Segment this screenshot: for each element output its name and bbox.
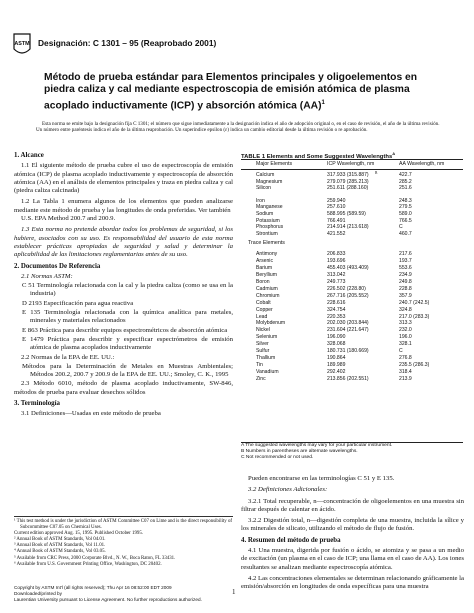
- table-cell-element: Sodium: [256, 211, 274, 217]
- table-cell-aa: C: [399, 348, 403, 354]
- footnote: ⁴ Annual Book of ASTM Standards, Vol 03.05.: [14, 549, 106, 555]
- table-cell-element: Lead: [256, 313, 268, 320]
- title-text: Método de prueba estándar para Elementos principales y oligoelementos en piedra caliza y cal mediante espectroscopia de emisión atómica de plasma acoplado inductivamente (ICP) y absorción atómica (AA): [44, 72, 418, 112]
- page-number: 1: [232, 588, 236, 596]
- para-3-2-2: 3.2.2 Digestión total, n—digestión completa de una muestra, incluida la sílice y los minerales de silicato, utilizando el método de flujo de fusión.: [241, 517, 464, 533]
- table-cell-aa: 232.0: [399, 327, 412, 334]
- table-title-mark: A: [392, 151, 396, 156]
- table-cell-icp: 228.616: [327, 299, 346, 306]
- para-4-1: 4.1 Una muestra, digerida por fusión o ácido, se atomiza y se pasa a un medio de excitación (un plasma en el caso de ICP; una llama en el caso de AA). Los iones resultantes se analizan mediante espectroscopía atómica.: [241, 547, 464, 571]
- table-cell-element: Magnesium: [256, 178, 283, 185]
- table-title-text: TABLE 1 Elements and Some Suggested Wavelengths: [241, 153, 393, 160]
- table-cell-element: Molybdenum: [256, 320, 286, 327]
- table-cell-aa: 196.0: [399, 334, 412, 341]
- table-cell-element: Chromium: [256, 292, 280, 299]
- table-cell-element: Thallium: [256, 354, 276, 361]
- para-3-2-1: 3.2.1 Total recuperable, n—concentración de oligoelementos en una muestra sin filtrar después de calentar en ácido.: [241, 497, 464, 513]
- section-3-heading: 3. Terminología: [14, 400, 60, 408]
- table-cell-aa: 460.7: [399, 230, 412, 237]
- table-cell-icp: 193.696: [327, 258, 346, 265]
- table-cell-aa: 213.9: [399, 375, 412, 382]
- left-column: [14, 152, 233, 422]
- table-cell-aa: C: [399, 224, 403, 231]
- table-header-rule: [241, 169, 463, 170]
- table-cell-element: Cadmium: [256, 285, 278, 292]
- table-cell-aa: 248.3: [399, 197, 412, 204]
- ref-d2193: D 2193 Especificación para agua reactiva: [22, 299, 134, 307]
- footer-line: Copyright by ASTM Int'l (all rights reserved); Thu Apr 16 08:52:00 EDT 2009: [14, 585, 172, 590]
- table-cell-aa: 251.6: [399, 185, 412, 192]
- section-1-heading: 1. Alcance: [14, 152, 44, 159]
- table-cell-aa: 318.4: [399, 368, 412, 375]
- table-cell-element: Beryllium: [256, 272, 277, 279]
- table-cell-element: Strontium: [256, 230, 278, 237]
- para-2-3: 2.3 Método 6010, método de plasma acoplado inductivamente, SW-846, métodos de prueba para evaluar desechos sólidos: [14, 380, 233, 396]
- table-cell-aa: 589.0: [399, 211, 412, 217]
- table-cell-element: Calcium: [256, 172, 275, 178]
- para-2-2: 2.2 Normas de la EPA de EE. UU.:: [21, 353, 115, 361]
- table-cell-aa: 766.5: [399, 217, 412, 224]
- standard-note: Esta norma se emite bajo la designación fija C 1301; el número que sigue inmediatamente a la designación indica el año de adopción original o, en el caso de revisión, el año de la última revisión. Un número entre paréntesis indica el año de la última reaprobación. Un superíndice epsilon (ε) indica un cambio editorial desde la última revisión o re aprobación.: [36, 121, 440, 134]
- table-cell-icp: 421.552: [327, 230, 346, 237]
- table-cell-element: Selenium: [256, 334, 278, 341]
- table-cell-icp: 588.995 (589.59): [327, 211, 366, 217]
- table-cell-element: Boron: [256, 279, 270, 285]
- table-cell-icp: 317.933 (315.887): [327, 172, 369, 178]
- table-cell-icp: 292.402: [327, 368, 346, 375]
- table-cell-element: Iron: [256, 197, 265, 204]
- table-cell-element: Sulfur: [256, 348, 270, 354]
- trace-elements-heading: Trace Elements: [248, 240, 285, 247]
- section-2-heading: 2. Documentos De Referencia: [14, 262, 101, 270]
- title-footnote-mark: 1: [321, 99, 325, 106]
- table-cell-element: Silver: [256, 341, 269, 348]
- table-cell-icp: 220.353: [327, 313, 346, 320]
- ref-epa-methods: Métodos para la Determinación de Metales en Muestras Ambientales; Métodos 200.2, 200.7 y 200.9 de la EPA de EE. UU.; Smoley, C. K., 1995: [22, 362, 233, 379]
- table-note: C Not recommended or not used.: [241, 455, 314, 461]
- footnote: ² Annual Book of ASTM Standards, Vol 04.01.: [14, 537, 106, 543]
- table-cell-element: Nickel: [256, 327, 270, 334]
- right-column: [241, 475, 464, 595]
- table-cell-aa: 279.5: [399, 204, 412, 211]
- table-header-aa: AA Wavelength, nm: [399, 161, 445, 167]
- ref-e1479: E 1479 Práctica para describir y especificar espectrómetros de emisión atómica de plasma acoplados inductivamente: [22, 335, 233, 352]
- table-cell-element: Silicon: [256, 185, 272, 192]
- para-3-2: 3.2 Definiciones Adicionales:: [248, 486, 328, 494]
- footnote: ⁵ Available from CRC Press, 2000 Corporate Blvd., N. W., Boca Raton, FL 33431.: [14, 555, 176, 561]
- table-cell-element: Arsenic: [256, 258, 273, 265]
- table-cell-icp: 328.068: [327, 341, 346, 348]
- table-cell-icp: 324.754: [327, 306, 346, 313]
- document-title: [44, 72, 444, 113]
- table-cell-aa: 217.6: [399, 251, 412, 258]
- table-cell-icp: 455.403 (493.409): [327, 265, 369, 272]
- table-note: A The suggested wavelengths may vary for your particular instrument.: [241, 443, 393, 448]
- para-4-2: 4.2 Las concentraciones elementales se determinan relacionando gráficamente la emisión/absorción en longitudes de onda específicas para una muestra: [241, 574, 464, 591]
- table-cell-element: Phosphorus: [256, 224, 284, 231]
- footnote: Current edition approved Aug. 15, 1995. Published October 1995.: [14, 531, 144, 537]
- table-cell-element: Zinc: [256, 375, 266, 382]
- copyright-footer: [14, 585, 202, 603]
- footer-line: Laurentian University pursuant to License Agreement. No further reproductions authorized.: [14, 597, 202, 602]
- table-cell-icp: 189.989: [327, 361, 346, 368]
- footnote: ³ Annual Book of ASTM Standards, Vol 11.01.: [14, 543, 106, 549]
- table-cell-element: Vanadium: [256, 368, 279, 375]
- table-cell-aa: 240.7 (242.5): [399, 299, 430, 306]
- para-1-3: 1.3 Esta norma no pretende abordar todos los problemas de seguridad, si los hubiere, asociados con su uso. Es responsabilidad del usuario de esta norma establecer prácticas apropiadas de seguridad y salud y determinar la aplicabilidad de las limitaciones reglamentarias antes de su uso.: [14, 226, 233, 259]
- para-2-1: 2.1 Normas ASTM:: [21, 272, 73, 280]
- table-cell-icp: 196.090: [327, 334, 346, 341]
- ref-c51: C 51 Terminología relacionada con la cal y la piedra caliza (como se usa en la industria): [22, 282, 233, 298]
- table-cell-aa: 235.5 (286.3): [399, 361, 430, 368]
- para-1-2-ref: U.S. EPA Method 200.7 and 200.9.: [21, 215, 116, 223]
- table-cell-icp: 226.502 (228.80): [327, 285, 366, 292]
- table-cell-aa: 285.2: [399, 178, 412, 185]
- table-cell-aa: 313.3: [399, 320, 412, 327]
- table-cell-aa: 193.7: [399, 258, 412, 265]
- table-cell-element: Antimony: [256, 251, 278, 258]
- table-cell-aa: 328.1: [399, 341, 412, 348]
- table-cell-aa: 276.8: [399, 354, 412, 361]
- table-cell-icp: 313.042: [327, 272, 346, 279]
- ref-e863: E 863 Práctica para describir equipos espectrométricos de absorción atómica: [22, 326, 228, 334]
- table-header-element: Major Elements: [256, 161, 293, 167]
- table-cell-aa: 553.6: [399, 265, 412, 272]
- designation: Designación: C 1301 – 95 (Reaprobado 2001): [38, 38, 217, 48]
- para-terms: Pueden encontrarse en las terminologías C 51 y E 135.: [248, 475, 395, 482]
- section-4-heading: 4. Resumen del método de prueba: [241, 536, 341, 544]
- table-notes: [241, 443, 463, 462]
- table-header-icp: ICP Wavelength, nm: [327, 161, 375, 167]
- astm-logo: [12, 32, 32, 58]
- footnote: ⁶ Available from U.S. Government Printing Office, Washington, DC 20402.: [14, 561, 162, 567]
- table-cell-aa: 249.8: [399, 279, 412, 285]
- table-cell-mark: B: [375, 171, 378, 175]
- table-cell-element: Tin: [256, 361, 263, 368]
- table-cell-icp: 180.731 (180.669): [327, 348, 369, 354]
- footnotes: [14, 516, 233, 568]
- table-cell-icp: 259.940: [327, 197, 346, 204]
- table-cell-aa: 324.8: [399, 306, 412, 313]
- table-cell-icp: 251.611 (288.160): [327, 185, 369, 192]
- table-cell-icp: 249.773: [327, 279, 346, 285]
- table-cell-icp: 766.491: [327, 217, 346, 224]
- svg-text:ASTM: ASTM: [14, 41, 30, 47]
- table-cell-icp: 213.856 (202.551): [327, 375, 369, 382]
- para-3-1: 3.1 Definiciones—Usadas en este método de prueba: [21, 410, 161, 418]
- table-cell-aa: 422.7: [399, 172, 412, 178]
- table-cell-icp: 231.604 (221.647): [327, 327, 369, 334]
- table-cell-icp: 267.716 (205.552): [327, 292, 369, 299]
- table-frame: [241, 159, 463, 443]
- footer-line: Downloaded/printed by: [14, 591, 62, 596]
- table-cell-icp: 279.079 (285.213): [327, 178, 369, 185]
- table-cell-aa: 234.9: [399, 272, 412, 279]
- table-cell-icp: 206.833: [327, 251, 346, 258]
- table-cell-element: Potassium: [256, 217, 280, 224]
- table-cell-element: Cobalt: [256, 299, 271, 306]
- table-cell-icp: 214.914 (213.618): [327, 224, 369, 231]
- table-cell-element: Manganese: [256, 204, 283, 211]
- ref-e135: E 135 Terminología relacionada con la química analítica para metales, minerales y materiales relacionados: [22, 309, 233, 325]
- table-cell-icp: 190.864: [327, 354, 346, 361]
- table-cell-icp: 257.610: [327, 204, 346, 211]
- footnote: ¹ This test method is under the jurisdiction of ASTM Committee C07 on Lime and is the direct responsibility of Subcommittee C07.05 on Chemical Uses.: [14, 519, 233, 531]
- para-1-1: 1.1 El siguiente método de prueba cubre el uso de espectroscopía de emisión atómica (ICP) de plasma acoplado inductivamente y espectroscopía de absorción atómica (AA) en el análisis de elementos principales y traza en piedra caliza y cal (piedra caliza calcinada): [14, 162, 233, 195]
- table-cell-element: Copper: [256, 306, 273, 313]
- table-note: B Numbers in parentheses are alternate wavelengths.: [241, 449, 358, 455]
- table-cell-element: Barium: [256, 265, 273, 272]
- table-cell-icp: 202.030 (203.844): [327, 320, 369, 327]
- table-cell-aa: 228.8: [399, 285, 412, 292]
- table-cell-aa: 357.9: [399, 292, 412, 299]
- table-cell-aa: 217.0 (283.3): [399, 313, 430, 320]
- para-1-2: 1.2 La Tabla 1 enumera algunos de los elementos que pueden analizarse mediante este método de prueba y las longitudes de onda preferidas. Ver también: [14, 198, 233, 214]
